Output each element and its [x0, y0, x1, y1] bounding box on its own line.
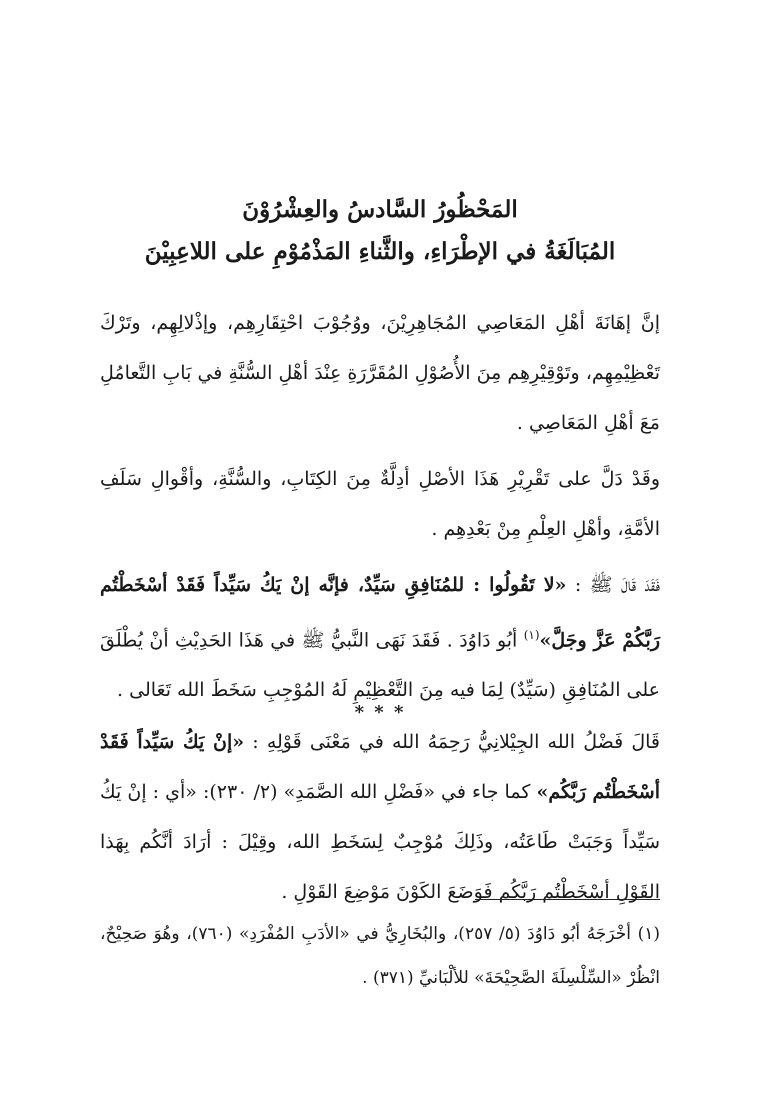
chapter-subtitle: المُبَالَغَةُ في الإطْرَاءِ، والثَّناءِ المَذْمُوْمِ على اللاعِبِيْنَ — [144, 238, 616, 265]
paragraph-2: وقَدْ دَلَّ على تَقْرِيْرِ هَذَا الأصْلِ أدِلَّةٌ مِنَ الكِتَابِ، والسُّنَّةِ، وأقْوالِ سَلَفِ الأمَّةِ، وأهْلِ العِلْمِ مِنْ بَعْدِهِم . — [100, 468, 660, 540]
commentary-quote: «إنْ يَكُ سَيِّداً فَقَدْ أسْخَطْتُم رَبَّكُم» — [100, 731, 660, 804]
paragraph-4-lead: قَالَ فَضْلُ الله الجِيْلانِيُّ رَحِمَهُ الله في مَعْنَى قَوْلِهِ : — [244, 731, 660, 754]
footnote-divider — [475, 899, 660, 900]
paragraph-3-lead: فَقَدَ قَالَ ﷺ : — [566, 574, 661, 596]
paragraph-3 — [100, 560, 660, 715]
hadith-quote: «لا تَقُولُوا : للمُنَافِقِ سَيِّدٌ، فإنَّه إنْ يَكُ سَيِّداً فَقَدْ أسْخَطْتُم رَبَّكُمْ عَزَّ وجَلَّ» — [100, 574, 660, 652]
chapter-heading — [100, 190, 660, 274]
footnote-text: (١) أخْرَجَهُ أبُو دَاوُدَ (٥/ ٢٥٧)، والبُخَارِيُّ في «الأدَبِ المُفْرَدِ» (٧٦٠)، وهُوَ صَحِيْحٌ، انْظُرْ «السِّلْسِلَةَ الصَّحِيْحَةَ» للألْبَانيِّ (٣٧١) . — [100, 924, 660, 988]
main-text — [100, 298, 660, 917]
footnote-ref: (١) — [523, 628, 540, 642]
paragraph-4-rest: كما جاء في «فَضْلِ الله الصَّمَدِ» (٢/ ٢٣٠): «أي : إنْ يَكُ سَيِّداً وَجَبَتْ طَاعَتُه، وذَلِكَ مُوْجِبٌ لِسَخَطِ الله، وقِيْلَ : أرَادَ أنَّكُم بِهَذا القَوْلِ أسْخَطْتُم رَبَّكُم فَوَضَعَ الكَوْنَ مَوْضِعَ القَوْلِ . — [100, 781, 660, 904]
paragraph-3-rest: أبُو دَاوُدَ . فَقَدَ نَهَى النَّبيُّ ﷺ في هَذَا الحَدِيْثِ أنْ يُطْلَقَ على المُنَافِقِ (سَيِّدٌ) لِمَا فيه مِنَ التَّعْظِيْمِ لَهُ المُوْجِبِ سَخَطَ الله تَعَالى . — [100, 629, 660, 702]
chapter-title: المَحْظُورُ السَّادسُ والعِشْرُوْنَ — [242, 196, 518, 223]
paragraph-1: إنَّ إهَانَةَ أهْلِ المَعَاصِي المُجَاهِرِيْنَ، ووُجُوْبَ احْتِقَارِهِم، وإذْلالِهِم، وتَرْكَ تَعْظِيْمِهِم، وتَوْقِيْرِهِم مِنَ الأُصُوْلِ المُقَرَّرَةِ عِنْدَ أهْلِ السُّنَّةِ في بَابِ التَّعامُلِ مَعَ أهْلِ المَعَاصِي . — [100, 312, 660, 434]
section-separator: * * * — [354, 702, 406, 724]
paragraph-4 — [100, 717, 660, 917]
footnote-block — [100, 912, 660, 1000]
